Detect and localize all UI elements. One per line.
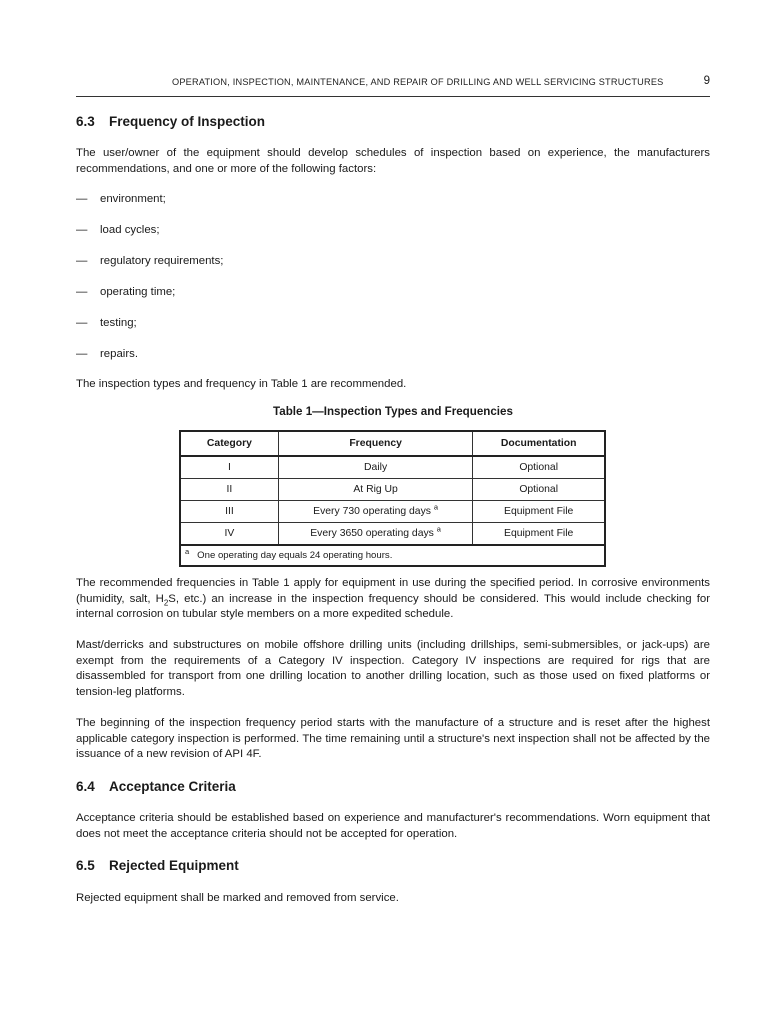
cell-documentation: Equipment File <box>473 501 605 523</box>
table-row <box>180 523 605 546</box>
footnote-marker: a <box>185 546 190 556</box>
section-6-5-text: Rejected equipment shall be marked and removed from service. <box>76 892 399 904</box>
table-footnote <box>180 545 605 566</box>
factor-text: repairs. <box>100 348 138 360</box>
table-reference-text: The inspection types and frequency in Table 1 are recommended. <box>76 378 407 390</box>
cell-documentation: Optional <box>473 479 605 501</box>
inspection-table <box>179 430 606 567</box>
factor-list <box>76 192 223 378</box>
cell-category: III <box>180 501 278 523</box>
cell-documentation: Optional <box>473 456 605 479</box>
dash-bullet: — <box>76 317 88 329</box>
section-6-3-heading <box>76 114 265 129</box>
factor-item <box>76 347 223 378</box>
factor-item <box>76 192 223 223</box>
section-6-4-heading <box>76 779 236 794</box>
cell-frequency: Daily <box>278 456 472 479</box>
running-header <box>76 74 710 97</box>
column-header-category: Category <box>180 431 278 456</box>
cell-frequency: At Rig Up <box>278 479 472 501</box>
table-header-row <box>180 431 605 456</box>
section-6-3-title: Frequency of Inspection <box>109 114 266 129</box>
section-6-3-number: 6.3 <box>76 114 95 129</box>
footnote-ref: a <box>436 524 441 534</box>
footnote-ref: a <box>433 502 439 512</box>
factor-text: operating time; <box>100 286 176 298</box>
column-header-frequency: Frequency <box>278 431 472 456</box>
subscript-2: 2 <box>163 597 169 607</box>
footnote-text: One operating day equals 24 operating hours. <box>197 550 393 561</box>
factor-text: regulatory requirements; <box>100 255 224 267</box>
table-footnote-row <box>180 545 605 566</box>
factor-item <box>76 316 223 347</box>
factor-text: testing; <box>100 317 137 329</box>
cell-documentation: Equipment File <box>473 523 605 546</box>
section-6-4-title: Acceptance Criteria <box>109 779 236 794</box>
section-6-4-number: 6.4 <box>76 779 95 794</box>
table-row <box>180 456 605 479</box>
dash-bullet: — <box>76 224 88 236</box>
section-6-5-title: Rejected Equipment <box>109 858 239 873</box>
cell-frequency <box>278 501 472 523</box>
dash-bullet: — <box>76 348 88 360</box>
frequency-text: Every 3650 operating days <box>310 528 434 539</box>
cell-category: I <box>180 456 278 479</box>
running-header-title: OPERATION, INSPECTION, MAINTENANCE, AND REPAIR OF DRILLING AND WELL SERVICING STRUCTURES <box>172 77 664 87</box>
paragraph-offshore-exemption: Mast/derricks and substructures on mobile offshore drilling units (including drillships, semi-submersibles, or jack-ups) are exempt from the requirements of a Category IV inspection. Category IV inspections are required for rigs that are disassembled for transport from one drilling location to another drilling location, such as those used on fixed platforms or tension-leg platforms. <box>76 639 710 698</box>
dash-bullet: — <box>76 255 88 267</box>
cell-category: IV <box>180 523 278 546</box>
section-6-5-number: 6.5 <box>76 858 95 873</box>
column-header-documentation: Documentation <box>473 431 605 456</box>
paragraph-text: S, etc.) an increase in the inspection frequency should be considered. This would include checking for internal corrosion on tubular style members on a more expedited schedule. <box>76 592 710 620</box>
paragraph-recommended-frequencies <box>76 576 710 623</box>
section-6-5-heading <box>76 858 239 873</box>
table-row <box>180 479 605 501</box>
factor-item <box>76 285 223 316</box>
page-number: 9 <box>703 75 710 87</box>
factor-item <box>76 254 223 285</box>
cell-frequency <box>278 523 472 546</box>
table-1-caption: Table 1—Inspection Types and Frequencies <box>273 405 513 418</box>
table-row <box>180 501 605 523</box>
paragraph-text: The recommended frequencies in Table 1 apply for equipment in use during the specified period. In corrosive environments (humidity, salt, H <box>76 577 710 605</box>
factor-text: load cycles; <box>100 224 160 236</box>
cell-category: II <box>180 479 278 501</box>
factor-item <box>76 223 223 254</box>
frequency-text: Every 730 operating days <box>313 506 431 517</box>
section-6-3-intro: The user/owner of the equipment should develop schedules of inspection based on experience, the manufacturers recommendations, and one or more of the following factors: <box>76 147 710 175</box>
section-6-4-text: Acceptance criteria should be established based on experience and manufacturer's recommendations. Worn equipment that does not meet the acceptance criteria should not be accepted for operation. <box>76 812 710 840</box>
paragraph-frequency-period: The beginning of the inspection frequency period starts with the manufacture of a structure and is reset after the highest applicable category inspection is performed. The time remaining until a structure's next inspection shall not be affected by the issuance of a new revision of API 4F. <box>76 717 710 760</box>
dash-bullet: — <box>76 193 88 205</box>
dash-bullet: — <box>76 286 88 298</box>
factor-text: environment; <box>100 193 166 205</box>
